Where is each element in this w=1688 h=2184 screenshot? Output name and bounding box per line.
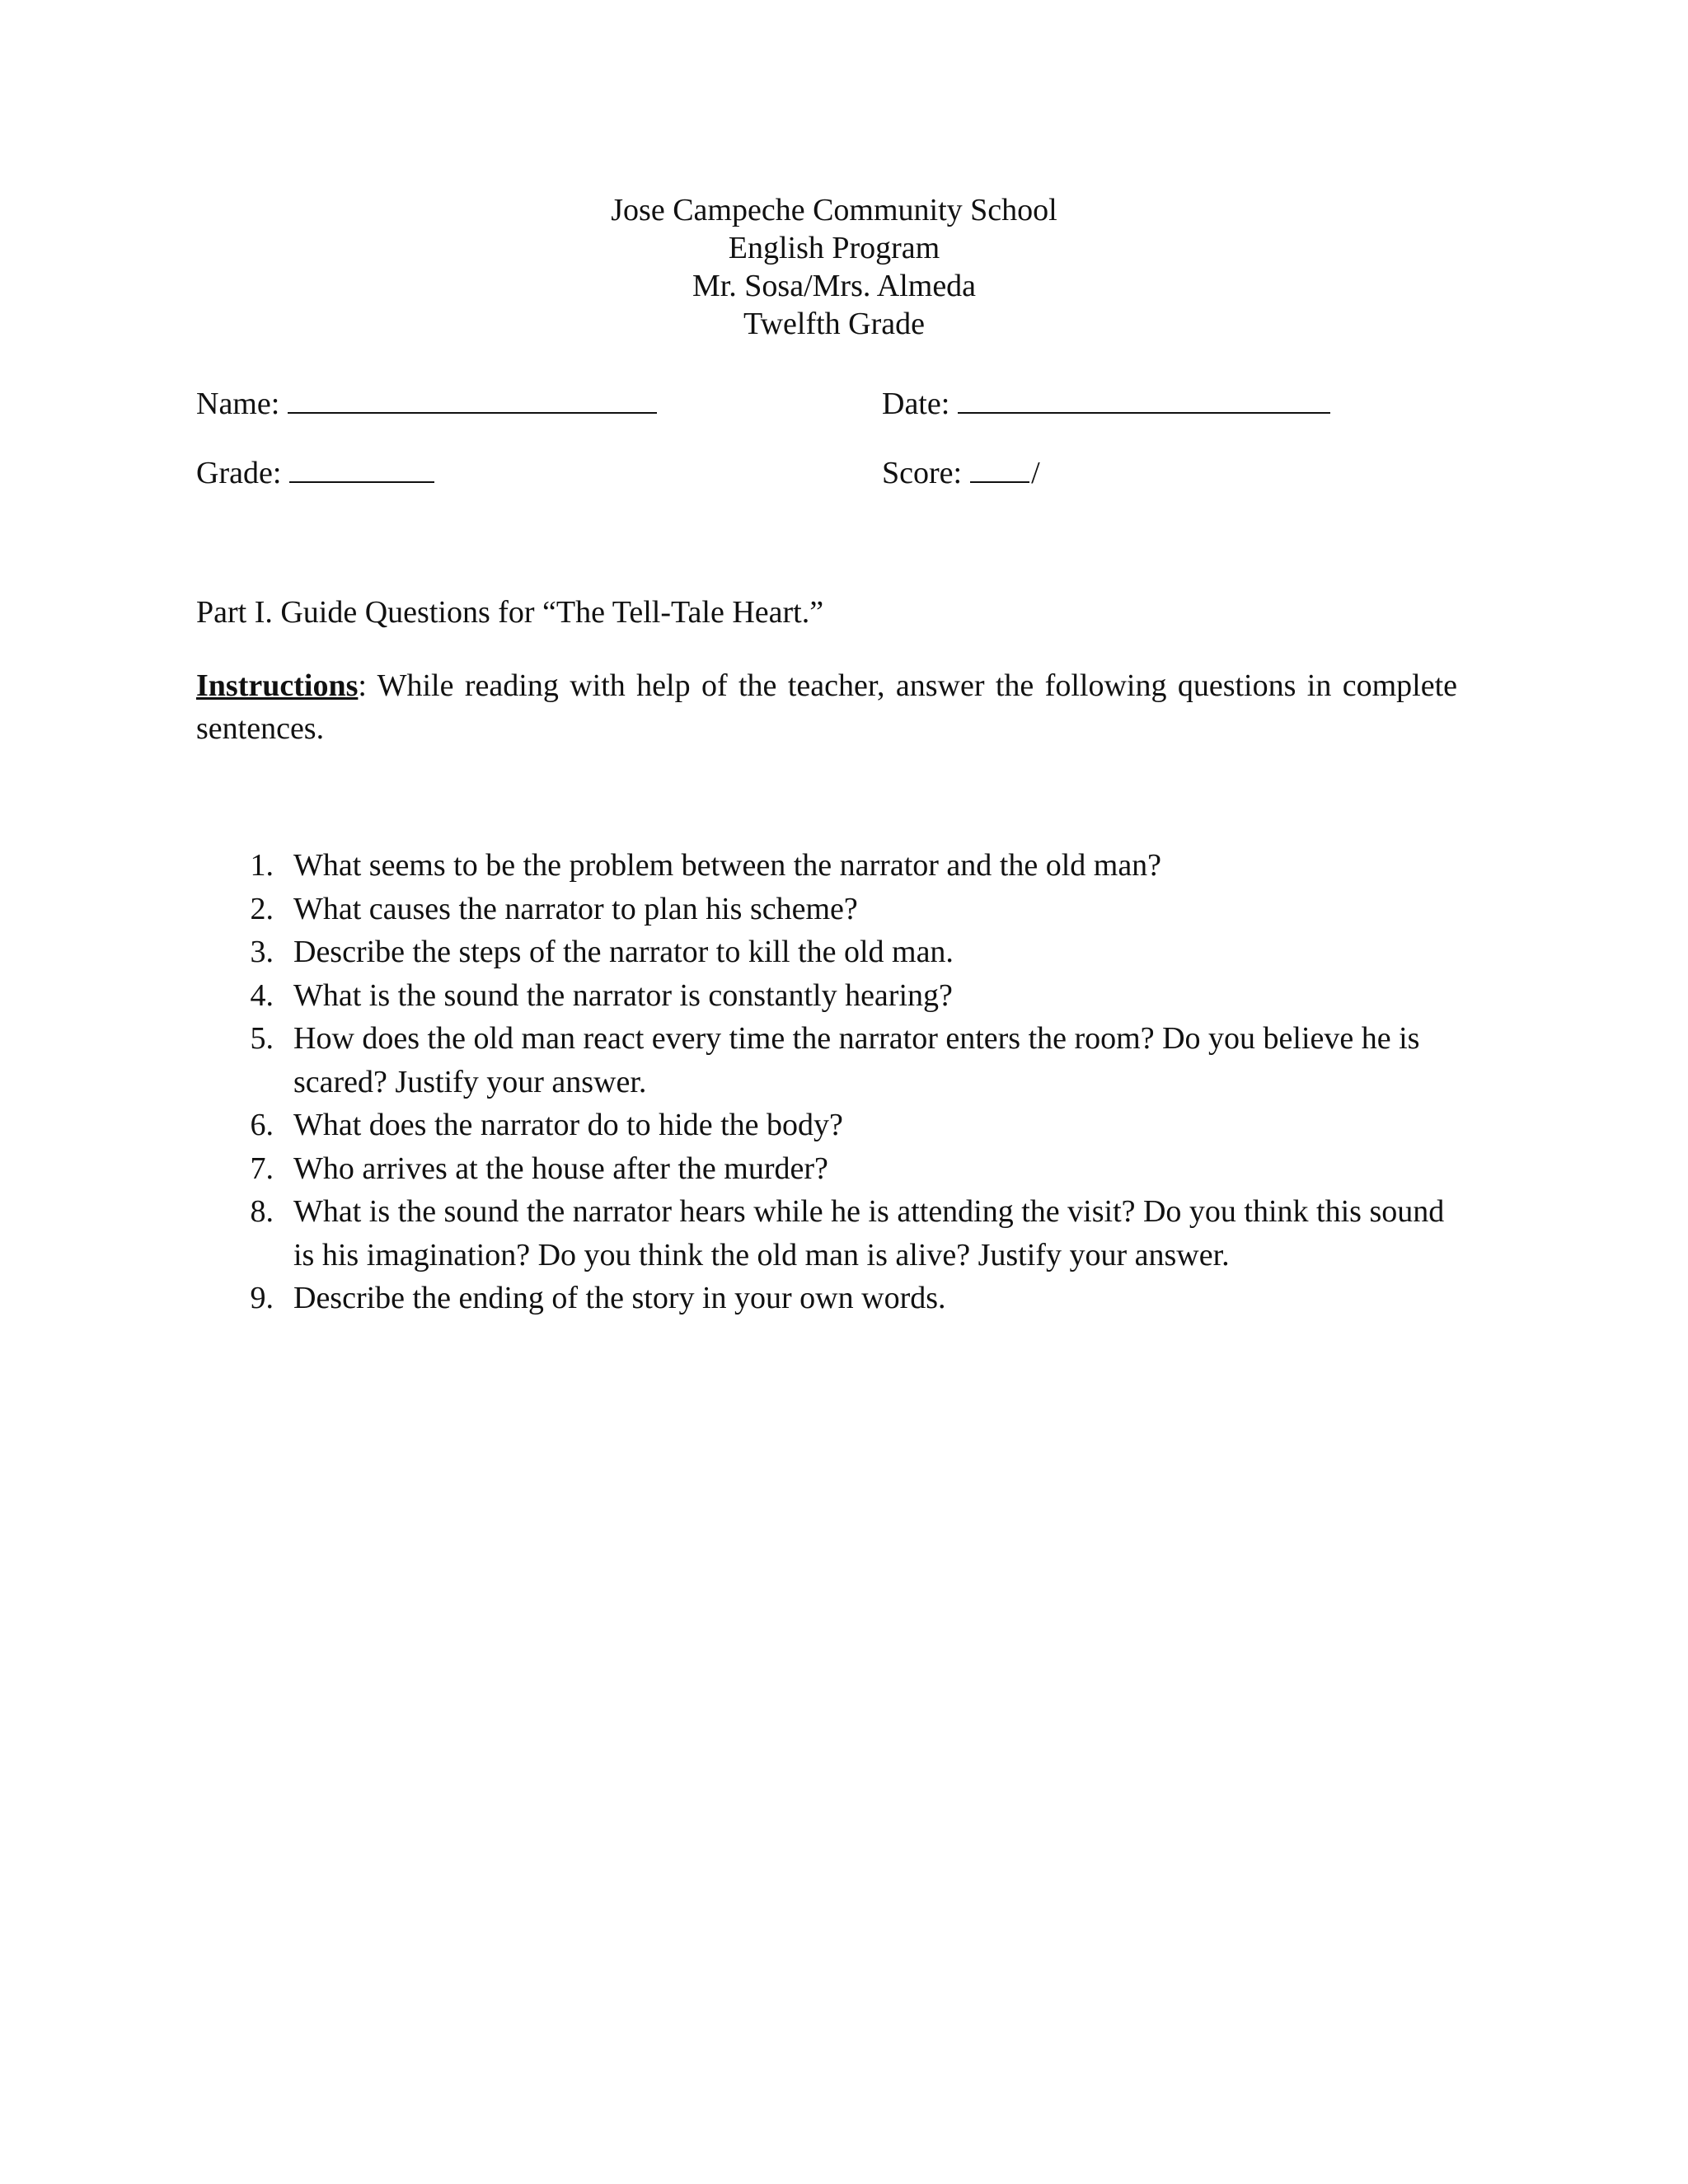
question-item [239, 1104, 1467, 1147]
question-item [239, 1277, 1467, 1320]
part-title: Part I. Guide Questions for “The Tell-Tale Heart.” [196, 595, 824, 630]
question-text: What is the sound the narrator hears while he is attending the visit? Do you think this sound is his imagination? Do you think the old man is alive? Justify your answer. [293, 1194, 1445, 1272]
score-label: Score: [882, 456, 963, 490]
question-text: What is the sound the narrator is constantly hearing? [293, 977, 953, 1013]
question-text: How does the old man react every time the narrator enters the room? Do you believe he is scared? Justify your answer. [293, 1021, 1420, 1099]
question-item [239, 974, 1467, 1018]
date-label: Date: [882, 387, 950, 421]
question-item [239, 888, 1467, 931]
question-number: 8. [250, 1194, 274, 1229]
instructions-text: : While reading with help of the teacher, answer the following questions in complete sentences. [196, 668, 1457, 746]
question-item [239, 1190, 1467, 1277]
question-text: Describe the steps of the narrator to kill the old man. [293, 935, 954, 969]
question-text: What seems to be the problem between the narrator and the old man? [293, 848, 1162, 883]
question-text: Describe the ending of the story in your own words. [293, 1281, 946, 1315]
date-field [882, 384, 1330, 423]
question-number: 2. [250, 891, 274, 926]
question-number: 9. [250, 1281, 274, 1315]
question-list [239, 844, 1467, 1320]
question-text: Who arrives at the house after the murder? [293, 1151, 828, 1186]
question-number: 5. [250, 1021, 274, 1056]
teacher-names: Mr. Sosa/Mrs. Almeda [692, 269, 977, 303]
grade-label: Grade: [196, 456, 282, 490]
question-number: 7. [250, 1151, 274, 1186]
score-field [882, 453, 1040, 492]
grade-level: Twelfth Grade [743, 307, 925, 341]
name-label: Name: [196, 387, 280, 421]
score-suffix: / [1031, 456, 1040, 490]
program-name: English Program [728, 231, 940, 265]
instructions-label: Instructions [196, 668, 359, 703]
question-text: What does the narrator do to hide the body? [293, 1108, 843, 1142]
document-header [0, 191, 1668, 343]
question-item [239, 844, 1467, 888]
date-blank[interactable] [958, 384, 1330, 414]
name-blank[interactable] [288, 384, 657, 414]
school-name: Jose Campeche Community School [611, 193, 1057, 227]
question-number: 4. [250, 977, 274, 1013]
question-number: 3. [250, 935, 274, 969]
question-text: What causes the narrator to plan his scheme? [293, 891, 858, 926]
question-number: 1. [250, 848, 274, 883]
score-blank[interactable] [970, 453, 1029, 483]
question-number: 6. [250, 1108, 274, 1142]
grade-field [196, 453, 434, 492]
instructions-paragraph [196, 664, 1457, 750]
question-item [239, 1147, 1467, 1191]
name-field [196, 384, 657, 423]
question-item [239, 1017, 1467, 1104]
grade-blank[interactable] [289, 453, 434, 483]
question-item [239, 930, 1467, 974]
